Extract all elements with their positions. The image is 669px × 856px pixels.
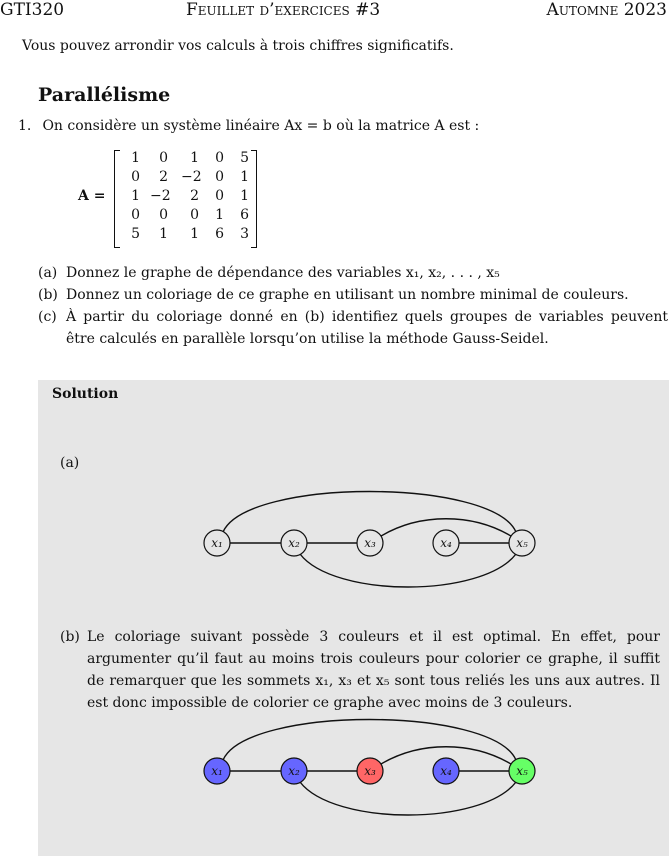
graph-node-label: x₃ bbox=[364, 536, 376, 550]
matrix-cell: 1 bbox=[190, 150, 199, 166]
matrix-cell: 1 bbox=[190, 226, 199, 242]
graph-node-label: x₂ bbox=[288, 764, 300, 778]
matrix-cell: 1 bbox=[131, 188, 140, 204]
sheet-title: Feuillet d’exercices #3 bbox=[186, 0, 381, 20]
solution-part-b-text: Le coloriage suivant possède 3 couleurs et il est optimal. En effet, pour argumenter qu’il faut au moins trois couleurs pour colorier ce graphe, il suffit de remarquer que les sommets x₁, x₃ et x₅ sont tous reliés les uns aux autres. Il est donc impossible de colorier ce graphe avec moins de 3 couleurs. bbox=[87, 629, 660, 711]
matrix-cell: 0 bbox=[131, 169, 140, 185]
subquestion-text: Donnez le graphe de dépendance des variables x₁, x₂, . . . , x₅ bbox=[66, 265, 500, 281]
matrix-cell: −2 bbox=[150, 188, 171, 204]
matrix-cell: 5 bbox=[131, 226, 140, 242]
graph-node-label: x₁ bbox=[211, 536, 223, 550]
matrix-cell: 2 bbox=[159, 169, 168, 185]
matrix-cell: 0 bbox=[215, 188, 224, 204]
matrix-cell: 5 bbox=[240, 150, 249, 166]
matrix-cell: 0 bbox=[215, 150, 224, 166]
problem-number: 1. bbox=[18, 118, 32, 134]
matrix-cell: 6 bbox=[215, 226, 224, 242]
semester: Automne 2023 bbox=[546, 0, 667, 20]
section-title: Parallélisme bbox=[38, 84, 171, 106]
matrix-cell: 1 bbox=[240, 169, 249, 185]
matrix-label: A = bbox=[78, 188, 106, 204]
graph-node-label: x₂ bbox=[288, 536, 300, 550]
matrix-cell: 3 bbox=[240, 226, 249, 242]
matrix-cell: 0 bbox=[131, 207, 140, 223]
matrix-cell: 1 bbox=[240, 188, 249, 204]
course-code: GTI320 bbox=[0, 0, 65, 20]
graph-node-label: x₃ bbox=[364, 764, 376, 778]
problem-text: On considère un système linéaire Ax = b où la matrice A est : bbox=[42, 118, 480, 134]
subquestion-tag: (b) bbox=[38, 287, 58, 303]
matrix-cell: 0 bbox=[159, 207, 168, 223]
subquestion-tag: (a) bbox=[38, 265, 58, 281]
solution-part-a-tag: (a) bbox=[60, 455, 80, 471]
edge-x1-x5 bbox=[223, 720, 516, 761]
intro-text: Vous pouvez arrondir vos calculs à trois chiffres significatifs. bbox=[22, 38, 454, 54]
matrix-cell: 1 bbox=[159, 226, 168, 242]
graph-node-label: x₁ bbox=[211, 764, 223, 778]
matrix-cell: 1 bbox=[215, 207, 224, 223]
matrix-cell: 0 bbox=[159, 150, 168, 166]
matrix-cell: 6 bbox=[240, 207, 249, 223]
subquestion-tag: (c) bbox=[38, 309, 57, 325]
solution-part-b-tag: (b) bbox=[60, 629, 80, 645]
matrix-cell: −2 bbox=[181, 169, 202, 185]
subquestion-text: Donnez un coloriage de ce graphe en utilisant un nombre minimal de couleurs. bbox=[66, 287, 629, 303]
solution-title: Solution bbox=[52, 386, 119, 402]
matrix-cell: 0 bbox=[190, 207, 199, 223]
graph-node-label: x₄ bbox=[440, 764, 452, 778]
subquestion-text: À partir du coloriage donné en (b) identifiez quels groupes de variables peuvent être calculés en parallèle lorsqu’on utilise la méthode Gauss-Seidel. bbox=[66, 309, 668, 347]
edge-x2-x5 bbox=[300, 782, 516, 815]
matrix-cell: 2 bbox=[190, 188, 199, 204]
matrix-cell: 0 bbox=[215, 169, 224, 185]
graph-node-label: x₄ bbox=[440, 536, 452, 550]
graph-node-label: x₅ bbox=[516, 764, 528, 778]
graph-node-label: x₅ bbox=[516, 536, 528, 550]
matrix-cell: 1 bbox=[131, 150, 140, 166]
